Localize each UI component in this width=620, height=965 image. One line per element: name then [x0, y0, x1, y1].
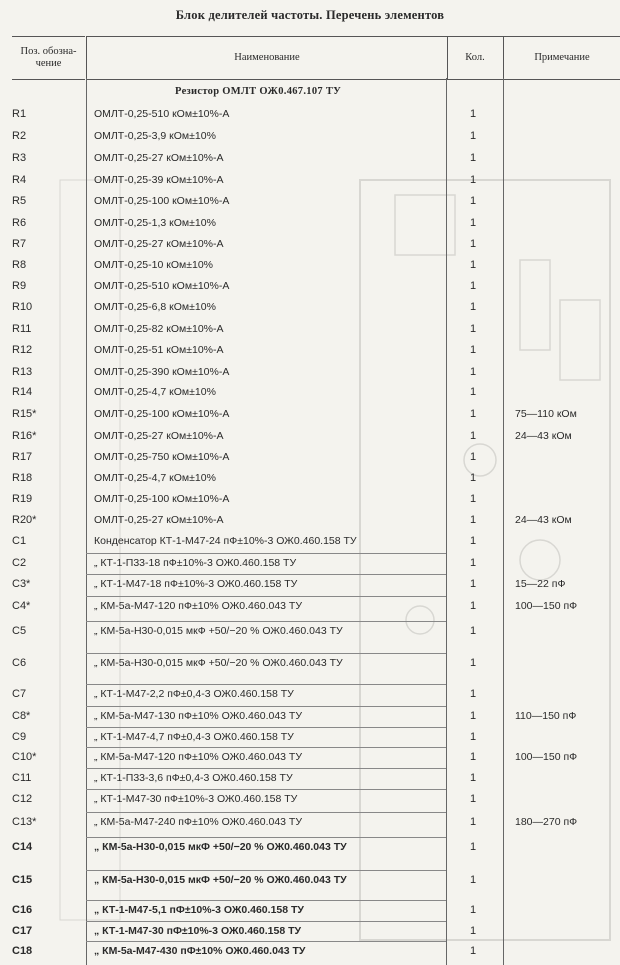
row-name: „ КМ-5а-М47-120 пФ±10% ОЖ0.460.043 ТУ	[94, 751, 303, 763]
row-pos: R4	[12, 174, 27, 186]
list-item	[0, 625, 620, 643]
list-item	[0, 751, 620, 769]
list-item	[0, 535, 620, 553]
row-qty: 1	[470, 557, 477, 569]
row-name: „ КМ-5а-М47-120 пФ±10% ОЖ0.460.043 ТУ	[94, 600, 303, 612]
row-name: ОМЛТ-0,25-510 кОм±10%-А	[94, 280, 230, 292]
row-pos: R16*	[12, 430, 37, 442]
row-qty: 1	[470, 472, 477, 484]
row-qty: 1	[470, 688, 477, 700]
row-separator	[86, 727, 446, 728]
row-name: ОМЛТ-0,25-100 кОм±10%-А	[94, 493, 230, 505]
row-name: ОМЛТ-0,25-51 кОм±10%-А	[94, 344, 224, 356]
row-name: „ КМ-5а-М47-240 пФ±10% ОЖ0.460.043 ТУ	[94, 816, 303, 828]
row-qty: 1	[470, 731, 477, 743]
list-item	[0, 874, 620, 892]
row-qty: 1	[470, 217, 477, 229]
row-pos: C13*	[12, 816, 37, 828]
row-qty: 1	[470, 600, 477, 612]
list-item	[0, 472, 620, 490]
list-item	[0, 238, 620, 256]
list-item	[0, 430, 620, 448]
row-separator	[86, 837, 446, 838]
row-pos: R10	[12, 301, 33, 313]
row-pos: C10*	[12, 751, 37, 763]
row-pos: R1	[12, 108, 27, 120]
list-item	[0, 772, 620, 790]
row-pos: R6	[12, 217, 27, 229]
row-qty: 1	[470, 430, 477, 442]
row-qty: 1	[470, 493, 477, 505]
row-pos: C7	[12, 688, 27, 700]
row-name: „ КМ-5а-М47-130 пФ±10% ОЖ0.460.043 ТУ	[94, 710, 303, 722]
list-item	[0, 945, 620, 963]
row-pos: R7	[12, 238, 27, 250]
list-item	[0, 688, 620, 706]
row-name: „ КТ-1-М47-18 пФ±10%-3 ОЖ0.460.158 ТУ	[94, 578, 298, 590]
row-name: „ КМ-5а-Н30-0,015 мкФ +50/−20 % ОЖ0.460.043 ТУ	[94, 841, 347, 853]
list-item	[0, 793, 620, 811]
row-name: „ КМ-5а-Н30-0,015 мкФ +50/−20 % ОЖ0.460.043 ТУ	[94, 874, 347, 886]
row-qty: 1	[470, 625, 477, 637]
row-qty: 1	[470, 259, 477, 271]
row-name: „ КТ-1-М47-30 пФ±10%-3 ОЖ0.460.158 ТУ	[94, 925, 302, 937]
row-name: „ КТ-1-М47-2,2 пФ±0,4-3 ОЖ0.460.158 ТУ	[94, 688, 294, 700]
row-pos: R3	[12, 152, 27, 164]
row-pos: C9	[12, 731, 27, 743]
row-pos: R11	[12, 323, 32, 335]
group-heading-resistor: Резистор ОМЛТ ОЖ0.467.107 ТУ	[175, 86, 342, 97]
row-pos: C4*	[12, 600, 31, 612]
list-item	[0, 344, 620, 362]
row-separator	[86, 900, 446, 901]
row-name: ОМЛТ-0,25-4,7 кОм±10%	[94, 472, 216, 484]
row-name: „ КТ-1-П33-18 пФ±10%-3 ОЖ0.460.158 ТУ	[94, 557, 297, 569]
row-name: ОМЛТ-0,25-1,3 кОм±10%	[94, 217, 216, 229]
row-qty: 1	[470, 841, 477, 853]
row-pos: R8	[12, 259, 27, 271]
row-pos: R17	[12, 451, 33, 463]
row-qty: 1	[470, 535, 477, 547]
list-item	[0, 657, 620, 675]
row-name: ОМЛТ-0,25-27 кОм±10%-А	[94, 152, 224, 164]
row-name: ОМЛТ-0,25-390 кОм±10%-А	[94, 366, 230, 378]
row-qty: 1	[470, 280, 477, 292]
row-note: 75—110 кОм	[515, 408, 577, 420]
list-item	[0, 578, 620, 596]
row-note: 15—22 пФ	[515, 578, 566, 590]
row-separator	[86, 684, 446, 685]
list-item	[0, 408, 620, 426]
list-item	[0, 152, 620, 170]
list-item	[0, 174, 620, 192]
row-pos: C16	[12, 904, 33, 916]
list-item	[0, 130, 620, 148]
row-qty: 1	[470, 301, 477, 313]
row-pos: R12	[12, 344, 33, 356]
row-name: ОМЛТ-0,25-750 кОм±10%-А	[94, 451, 230, 463]
row-pos: R19	[12, 493, 33, 505]
row-pos: R14	[12, 386, 33, 398]
row-note: 24—43 кОм	[515, 514, 572, 526]
row-qty: 1	[470, 657, 477, 669]
row-note: 100—150 пФ	[515, 600, 578, 612]
row-pos: C3*	[12, 578, 31, 590]
row-pos: R9	[12, 280, 27, 292]
row-separator	[86, 653, 446, 654]
row-separator	[86, 941, 446, 942]
row-note: 100—150 пФ	[515, 751, 578, 763]
row-name: „ КМ-5а-Н30-0,015 мкФ +50/−20 % ОЖ0.460.043 ТУ	[94, 625, 343, 637]
row-qty: 1	[470, 945, 477, 957]
row-pos: C6	[12, 657, 27, 669]
page-title: Блок делителей частоты. Перечень элементов	[175, 8, 445, 22]
row-qty: 1	[470, 108, 477, 120]
row-pos: C1	[12, 535, 27, 547]
list-item	[0, 451, 620, 469]
row-separator	[86, 553, 446, 554]
row-name: ОМЛТ-0,25-100 кОм±10%-А	[94, 195, 230, 207]
row-qty: 1	[470, 152, 477, 164]
list-item	[0, 904, 620, 922]
row-pos: C8*	[12, 710, 31, 722]
list-item	[0, 195, 620, 213]
row-pos: C12	[12, 793, 33, 805]
row-note: 110—150 пФ	[515, 710, 577, 722]
row-qty: 1	[470, 904, 477, 916]
row-qty: 1	[470, 366, 477, 378]
row-qty: 1	[470, 174, 477, 186]
col-header-position: Поз. обозна-чение	[12, 36, 85, 80]
row-name: „ КМ-5а-М47-430 пФ±10% ОЖ0.460.043 ТУ	[94, 945, 306, 957]
row-name: ОМЛТ-0,25-10 кОм±10%	[94, 259, 214, 271]
row-note: 24—43 кОм	[515, 430, 572, 442]
list-item	[0, 600, 620, 618]
row-name: ОМЛТ-0,25-3,9 кОм±10%	[94, 130, 216, 142]
row-name: „ КТ-1-М47-5,1 пФ±10%-3 ОЖ0.460.158 ТУ	[94, 904, 304, 916]
row-name: ОМЛТ-0,25-39 кОм±10%-А	[94, 174, 224, 186]
row-qty: 1	[470, 195, 477, 207]
list-item	[0, 557, 620, 575]
row-qty: 1	[470, 772, 477, 784]
list-item	[0, 493, 620, 511]
row-name: ОМЛТ-0,25-6,8 кОм±10%	[94, 301, 216, 313]
row-pos: C11	[12, 772, 32, 784]
row-separator	[86, 747, 446, 748]
row-pos: C5	[12, 625, 27, 637]
row-separator	[86, 870, 446, 871]
row-separator	[86, 812, 446, 813]
row-qty: 1	[470, 514, 477, 526]
row-separator	[86, 768, 446, 769]
row-note: 180—270 пФ	[515, 816, 578, 828]
list-item	[0, 280, 620, 298]
row-pos: R18	[12, 472, 33, 484]
row-pos: C14	[12, 841, 33, 853]
row-pos: C17	[12, 925, 33, 937]
row-separator	[86, 921, 446, 922]
row-pos: R20*	[12, 514, 37, 526]
row-name: ОМЛТ-0,25-510 кОм±10%-А	[94, 108, 230, 120]
row-qty: 1	[470, 578, 477, 590]
list-item	[0, 301, 620, 319]
list-item	[0, 841, 620, 859]
list-item	[0, 514, 620, 532]
row-name: Конденсатор КТ-1-М47-24 пФ±10%-3 ОЖ0.460.158 ТУ	[94, 535, 357, 547]
row-qty: 1	[470, 408, 477, 420]
row-qty: 1	[470, 874, 477, 886]
list-item	[0, 816, 620, 834]
row-pos: R2	[12, 130, 27, 142]
row-qty: 1	[470, 323, 477, 335]
row-qty: 1	[470, 710, 477, 722]
row-qty: 1	[470, 386, 477, 398]
col-header-note: Примечание	[504, 36, 620, 80]
row-qty: 1	[470, 130, 477, 142]
row-name: ОМЛТ-0,25-27 кОм±10%-А	[94, 514, 224, 526]
row-name: ОМЛТ-0,25-82 кОм±10%-А	[94, 323, 224, 335]
row-name: „ КТ-1-М47-30 пФ±10%-3 ОЖ0.460.158 ТУ	[94, 793, 298, 805]
list-item	[0, 366, 620, 384]
list-item	[0, 323, 620, 341]
row-qty: 1	[470, 925, 477, 937]
row-qty: 1	[470, 238, 477, 250]
row-separator	[86, 574, 446, 575]
row-qty: 1	[470, 816, 477, 828]
list-item	[0, 710, 620, 728]
row-name: ОМЛТ-0,25-100 кОм±10%-А	[94, 408, 230, 420]
row-separator	[86, 706, 446, 707]
row-qty: 1	[470, 751, 477, 763]
row-name: „ КМ-5а-Н30-0,015 мкФ +50/−20 % ОЖ0.460.043 ТУ	[94, 657, 343, 669]
row-pos: C15	[12, 874, 33, 886]
list-item	[0, 217, 620, 235]
row-name: „ КТ-1-М47-4,7 пФ±0,4-3 ОЖ0.460.158 ТУ	[94, 731, 294, 743]
row-qty: 1	[470, 344, 477, 356]
row-pos: C18	[12, 945, 33, 957]
list-item	[0, 259, 620, 277]
row-separator	[86, 596, 446, 597]
list-item	[0, 386, 620, 404]
row-pos: R13	[12, 366, 33, 378]
row-separator	[86, 621, 446, 622]
row-separator	[86, 789, 446, 790]
col-header-name: Наименование	[86, 36, 448, 80]
row-name: ОМЛТ-0,25-27 кОм±10%-А	[94, 238, 224, 250]
row-pos: R15*	[12, 408, 37, 420]
row-qty: 1	[470, 451, 477, 463]
row-pos: C2	[12, 557, 27, 569]
list-item	[0, 108, 620, 126]
row-qty: 1	[470, 793, 477, 805]
row-name: ОМЛТ-0,25-27 кОм±10%-А	[94, 430, 224, 442]
row-name: ОМЛТ-0,25-4,7 кОм±10%	[94, 386, 216, 398]
row-name: „ КТ-1-П33-3,6 пФ±0,4-3 ОЖ0.460.158 ТУ	[94, 772, 293, 784]
row-pos: R5	[12, 195, 27, 207]
col-header-qty: Кол.	[447, 36, 504, 80]
